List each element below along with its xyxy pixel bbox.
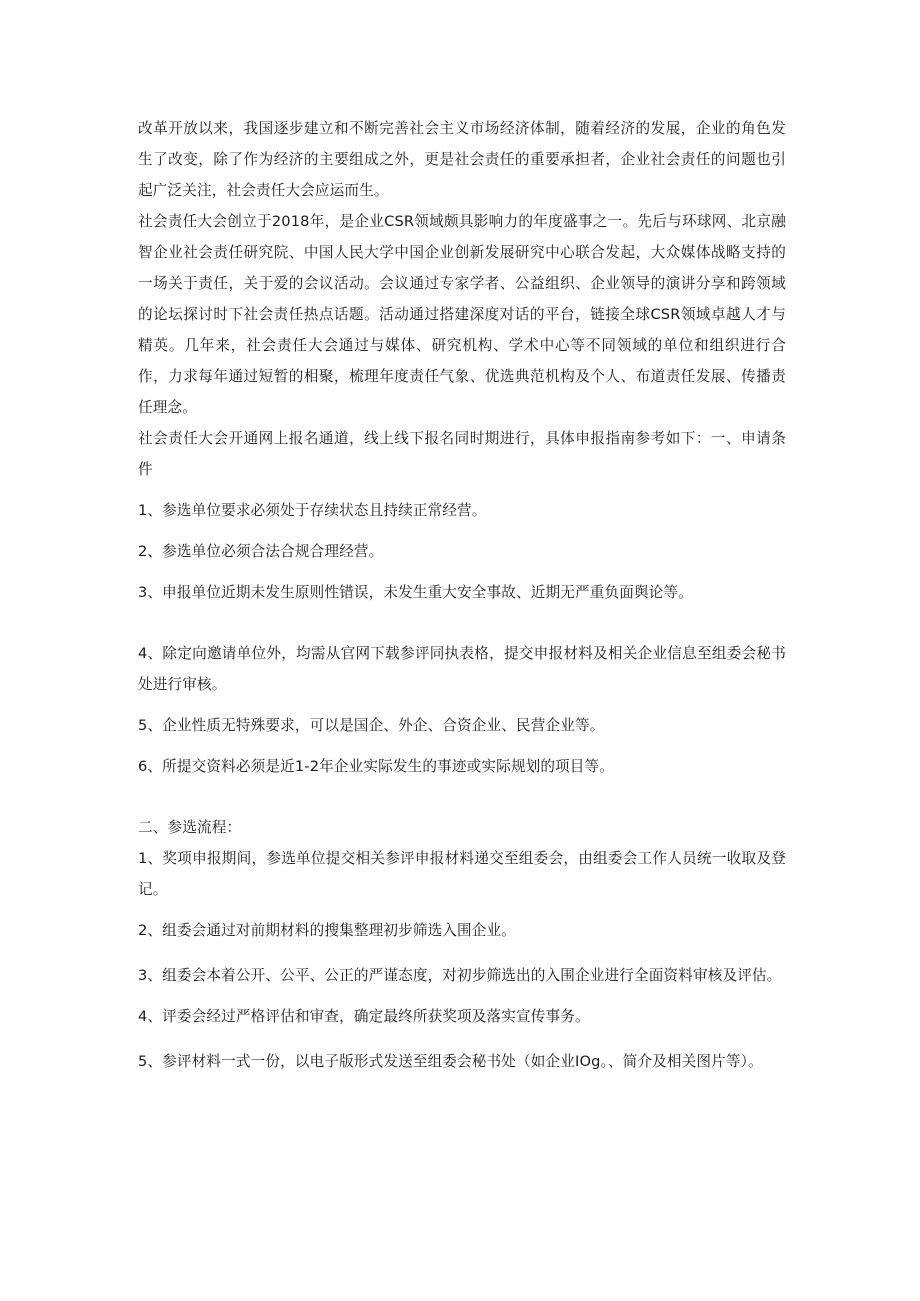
process-heading: 二、参选流程： xyxy=(138,819,242,836)
intro-paragraph-2: 社会责任大会创立于2018年，是企业CSR领域颇具影响力的年度盛事之一。先后与环球网、北京融智企业社会责任研究院、中国人民大学中国企业创新发展研究中心联合发起，大众媒体战略支持的一场关于责任，关于爱的会议活动。会议通过专家学者、公益组织、企业领导的演讲分享和跨领域的论坛探讨时下社会责任热点话题。活动通过搭建深度对话的平台，链接全球CSR领域卓越人才与精英。几年来，社会责任大会通过与媒体、研究机构、学术中心等不同领域的单位和组织进行合作，力求每年通过短暂的相聚，梳理年度责任气象、优选典范机构及个人、布道责任发展、传播责任理念。 xyxy=(138,213,786,416)
process-item-3: 3、组委会本着公开、公平、公正的严谨态度，对初步筛选出的入围企业进行全面资料审核及评估。 xyxy=(138,967,782,984)
process-item-2: 2、组委会通过对前期材料的搜集整理初步筛选入围企业。 xyxy=(138,922,517,939)
process-item-5: 5、参评材料一式一份，以电子版形式发送至组委会秘书处（如企业IOg。、简介及相关图片等）。 xyxy=(138,1053,763,1070)
intro-paragraph-3: 社会责任大会开通网上报名通道，线上线下报名同时期进行，具体申报指南参考如下：一、申请条件 xyxy=(138,430,786,478)
condition-item-1: 1、参选单位要求必须处于存续状态且持续正常经营。 xyxy=(138,502,487,519)
intro-paragraph-1: 改革开放以来，我国逐步建立和不断完善社会主义市场经济体制，随着经济的发展，企业的角色发生了改变，除了作为经济的主要组成之外，更是社会责任的重要承担者，企业社会责任的问题也引起广泛关注，社会责任大会应运而生。 xyxy=(138,120,786,199)
process-item-1: 1、奖项申报期间，参选单位提交相关参评申报材料递交至组委会，由组委会工作人员统一收取及登记。 xyxy=(138,850,786,898)
condition-item-4: 4、除定向邀请单位外，均需从官网下载参评同执表格，提交申报材料及相关企业信息至组委会秘书处进行审核。 xyxy=(138,645,786,693)
condition-item-3: 3、申报单位近期未发生原则性错误，未发生重大安全事故、近期无严重负面舆论等。 xyxy=(138,584,693,601)
condition-item-6: 6、所提交资料必须是近1-2年企业实际发生的事迹或实际规划的项目等。 xyxy=(138,758,615,775)
condition-item-2: 2、参选单位必须合法合规合理经营。 xyxy=(138,543,384,560)
document-body xyxy=(138,113,786,1077)
process-item-4: 4、评委会经过严格评估和审查，确定最终所获奖项及落实宣传事务。 xyxy=(138,1008,590,1025)
condition-item-5: 5、企业性质无特殊要求，可以是国企、外企、合资企业、民营企业等。 xyxy=(138,717,605,734)
